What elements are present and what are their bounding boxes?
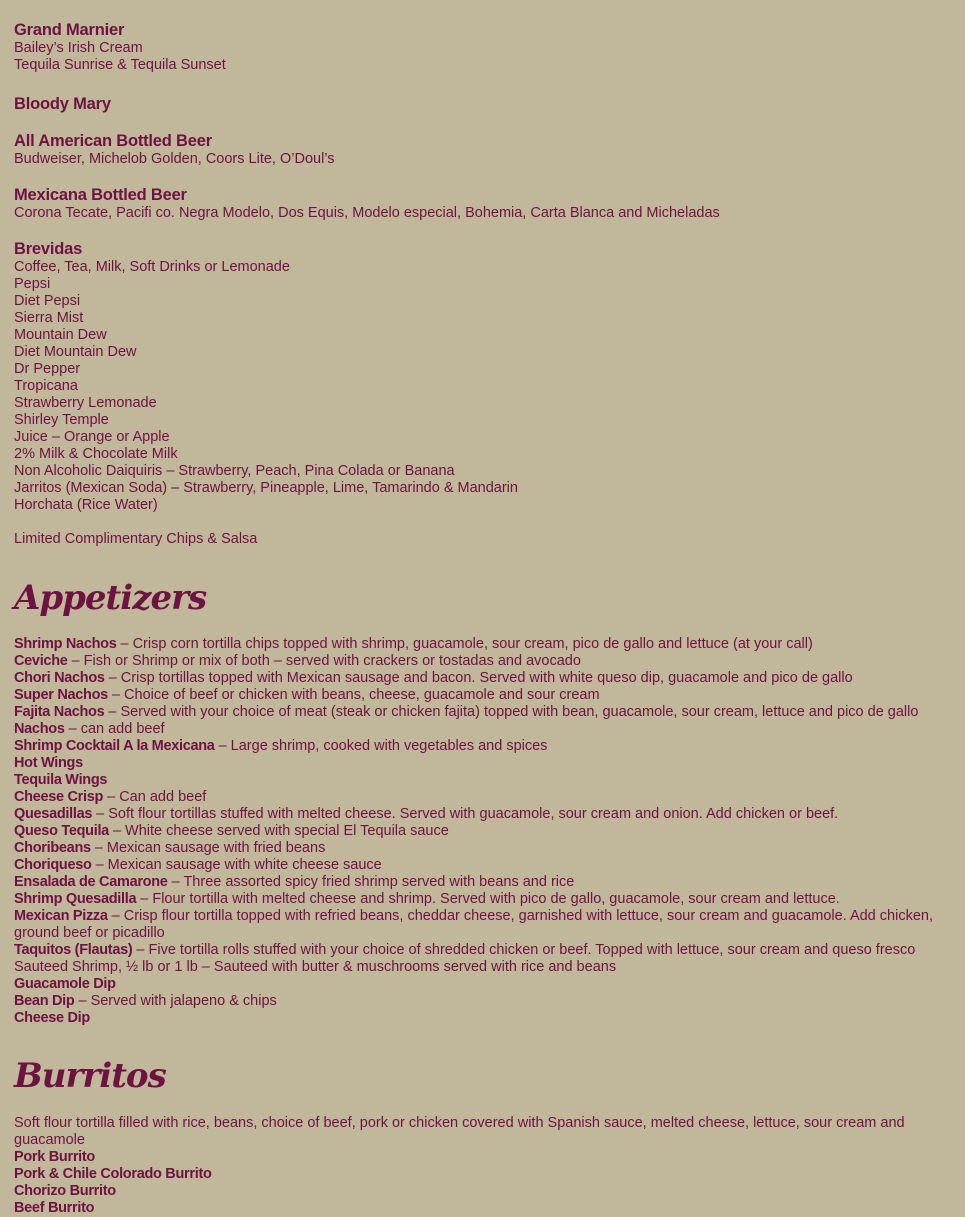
burrito-item: Pork & Chile Colorado Burrito (14, 1166, 212, 1182)
brevidas-item: Shirley Temple (14, 412, 109, 428)
appetizer-name: Chori Nachos (14, 670, 105, 686)
brevidas-item: 2% Milk & Chocolate Milk (14, 446, 178, 462)
appetizer-item (14, 840, 952, 857)
burritos-body (14, 1115, 954, 1217)
appetizer-item (14, 670, 952, 687)
brevidas-item: Horchata (Rice Water) (14, 497, 158, 513)
appetizer-name: Queso Tequila (14, 823, 109, 839)
brevidas-item: Pepsi (14, 276, 51, 292)
appetizer-description: – Served with your choice of meat (steak or chicken fajita) topped with bean, guacamole, sour cream, lettuce and pico de gallo (104, 704, 919, 720)
appetizer-description: – Large shrimp, cooked with vegetables and spices (214, 738, 548, 754)
appetizer-name: Tequila Wings (14, 772, 108, 788)
burrito-item: Pork Burrito (14, 1149, 95, 1165)
bloody-mary-heading: Bloody Mary (14, 95, 111, 113)
appetizer-description: – Soft flour tortillas stuffed with melted cheese. Served with guacamole, sour cream and onion. Add chicken or beef. (92, 806, 839, 822)
brevidas-item: Tropicana (14, 378, 78, 394)
appetizer-description: – Can add beef (103, 789, 207, 805)
appetizer-item (14, 874, 952, 891)
brevidas-item: Sierra Mist (14, 310, 84, 326)
mexicana-beer-list: Corona Tecate, Pacifi co. Negra Modelo, Dos Equis, Modelo especial, Bohemia, Carta Blanca and Micheladas (14, 205, 720, 221)
appetizer-item (14, 959, 952, 976)
mexicana-beer-heading: Mexicana Bottled Beer (14, 186, 187, 204)
appetizer-item (14, 789, 952, 806)
appetizer-item (14, 636, 952, 653)
appetizer-name: Shrimp Nachos (14, 636, 117, 652)
appetizer-item (14, 772, 952, 789)
brevidas-item: Strawberry Lemonade (14, 395, 157, 411)
brevidas-item: Mountain Dew (14, 327, 107, 343)
appetizer-name: Shrimp Cocktail A la Mexicana (14, 738, 215, 754)
appetizer-item (14, 823, 952, 840)
appetizer-item (14, 687, 952, 704)
appetizer-description: Sauteed Shrimp, ½ lb or 1 lb – Sauteed with butter & muschrooms served with rice and beans (14, 959, 617, 975)
appetizer-name: Nachos (14, 721, 65, 737)
appetizer-item (14, 755, 952, 772)
appetizer-item (14, 976, 952, 993)
brevidas-list (14, 259, 954, 514)
appetizer-description: – Crisp tortillas topped with Mexican sausage and bacon. Served with white queso dip, guacamole and pico de gallo (104, 670, 853, 686)
burrito-item: Chorizo Burrito (14, 1183, 116, 1199)
brevidas-heading: Brevidas (14, 240, 83, 258)
appetizer-item (14, 704, 952, 721)
appetizer-name: Choribeans (14, 840, 91, 856)
appetizer-description: – Fish or Shrimp or mix of both – served with crackers or tostadas and avocado (67, 653, 581, 669)
burritos-intro: Soft flour tortilla filled with rice, beans, choice of beef, pork or chicken covered with Spanish sauce, melted cheese, lettuce, sour cream and guacamole (14, 1115, 905, 1148)
appetizer-name: Taquitos (Flautas) (14, 942, 133, 958)
liqueur-item: Tequila Sunrise & Tequila Sunset (14, 57, 226, 73)
appetizer-description: – Choice of beef or chicken with beans, cheese, guacamole and sour cream (107, 687, 600, 703)
appetizer-item (14, 942, 952, 959)
appetizer-description: – Served with jalapeno & chips (74, 993, 277, 1009)
appetizer-list (14, 636, 954, 1027)
burrito-list (14, 1149, 954, 1217)
brevidas-section (14, 239, 954, 514)
brevidas-item: Non Alcoholic Daiquiris – Strawberry, Peach, Pina Colada or Banana (14, 463, 455, 479)
appetizer-description: – Three assorted spicy fried shrimp served with beans and rice (167, 874, 575, 890)
burritos-title: Burritos (14, 1056, 166, 1096)
brevidas-item: Jarritos (Mexican Soda) – Strawberry, Pineapple, Lime, Tamarindo & Mandarin (14, 480, 518, 496)
burrito-item: Beef Burrito (14, 1200, 95, 1216)
appetizer-item (14, 993, 952, 1010)
appetizer-item (14, 806, 952, 823)
appetizer-description: – Crisp flour tortilla topped with refried beans, cheddar cheese, garnished with lettuce, sour cream and guacamole. Add chicken, ground beef or picadillo (14, 908, 933, 941)
bloody-mary-section (14, 94, 954, 114)
brevidas-item: Diet Pepsi (14, 293, 81, 309)
burritos-section (14, 1056, 954, 1096)
appetizer-description: – Five tortilla rolls stuffed with your choice of shredded chicken or beef. Topped with lettuce, sour cream and queso fresco (132, 942, 916, 958)
brevidas-item: Dr Pepper (14, 361, 81, 377)
chips-note-section (14, 531, 954, 548)
american-beer-section (14, 131, 954, 168)
appetizer-item (14, 1010, 952, 1027)
appetizer-name: Shrimp Quesadilla (14, 891, 137, 907)
appetizer-description: – Flour tortilla with melted cheese and shrimp. Served with pico de gallo, guacamole, sour cream and lettuce. (136, 891, 840, 907)
appetizer-item (14, 738, 952, 755)
appetizer-item (14, 653, 952, 670)
appetizers-section (14, 578, 954, 618)
appetizer-name: Guacamole Dip (14, 976, 116, 992)
appetizer-name: Super Nachos (14, 687, 108, 703)
brevidas-item: Diet Mountain Dew (14, 344, 137, 360)
appetizer-name: Cheese Dip (14, 1010, 90, 1026)
appetizer-name: Cheese Crisp (14, 789, 104, 805)
american-beer-list: Budweiser, Michelob Golden, Coors Lite, O’Doul’s (14, 151, 335, 167)
brevidas-item: Juice – Orange or Apple (14, 429, 170, 445)
appetizer-name: Hot Wings (14, 755, 83, 771)
appetizer-description: – Mexican sausage with fried beans (90, 840, 326, 856)
appetizer-item (14, 908, 952, 942)
appetizer-name: Ensalada de Camarone (14, 874, 168, 890)
appetizer-name: Fajita Nachos (14, 704, 105, 720)
brevidas-item: Coffee, Tea, Milk, Soft Drinks or Lemonade (14, 259, 290, 275)
appetizer-name: Bean Dip (14, 993, 75, 1009)
appetizer-description: – can add beef (64, 721, 165, 737)
appetizer-item (14, 891, 952, 908)
appetizer-name: Choriqueso (14, 857, 92, 873)
mexicana-beer-section (14, 185, 954, 222)
appetizer-description: – Crisp corn tortilla chips topped with shrimp, guacamole, sour cream, pico de gallo and lettuce (at your call) (116, 636, 813, 652)
liqueurs-section (14, 20, 954, 74)
appetizer-name: Quesadillas (14, 806, 93, 822)
appetizer-name: Mexican Pizza (14, 908, 108, 924)
liqueur-item: Bailey’s Irish Cream (14, 40, 143, 56)
appetizers-title: Appetizers (14, 578, 207, 618)
appetizer-name: Ceviche (14, 653, 68, 669)
appetizer-description: – Mexican sausage with white cheese sauce (91, 857, 382, 873)
appetizer-item (14, 857, 952, 874)
american-beer-heading: All American Bottled Beer (14, 132, 212, 150)
appetizer-description: – White cheese served with special El Tequila sauce (108, 823, 449, 839)
chips-note: Limited Complimentary Chips & Salsa (14, 531, 258, 547)
appetizer-item (14, 721, 952, 738)
grand-marnier-heading: Grand Marnier (14, 21, 125, 39)
